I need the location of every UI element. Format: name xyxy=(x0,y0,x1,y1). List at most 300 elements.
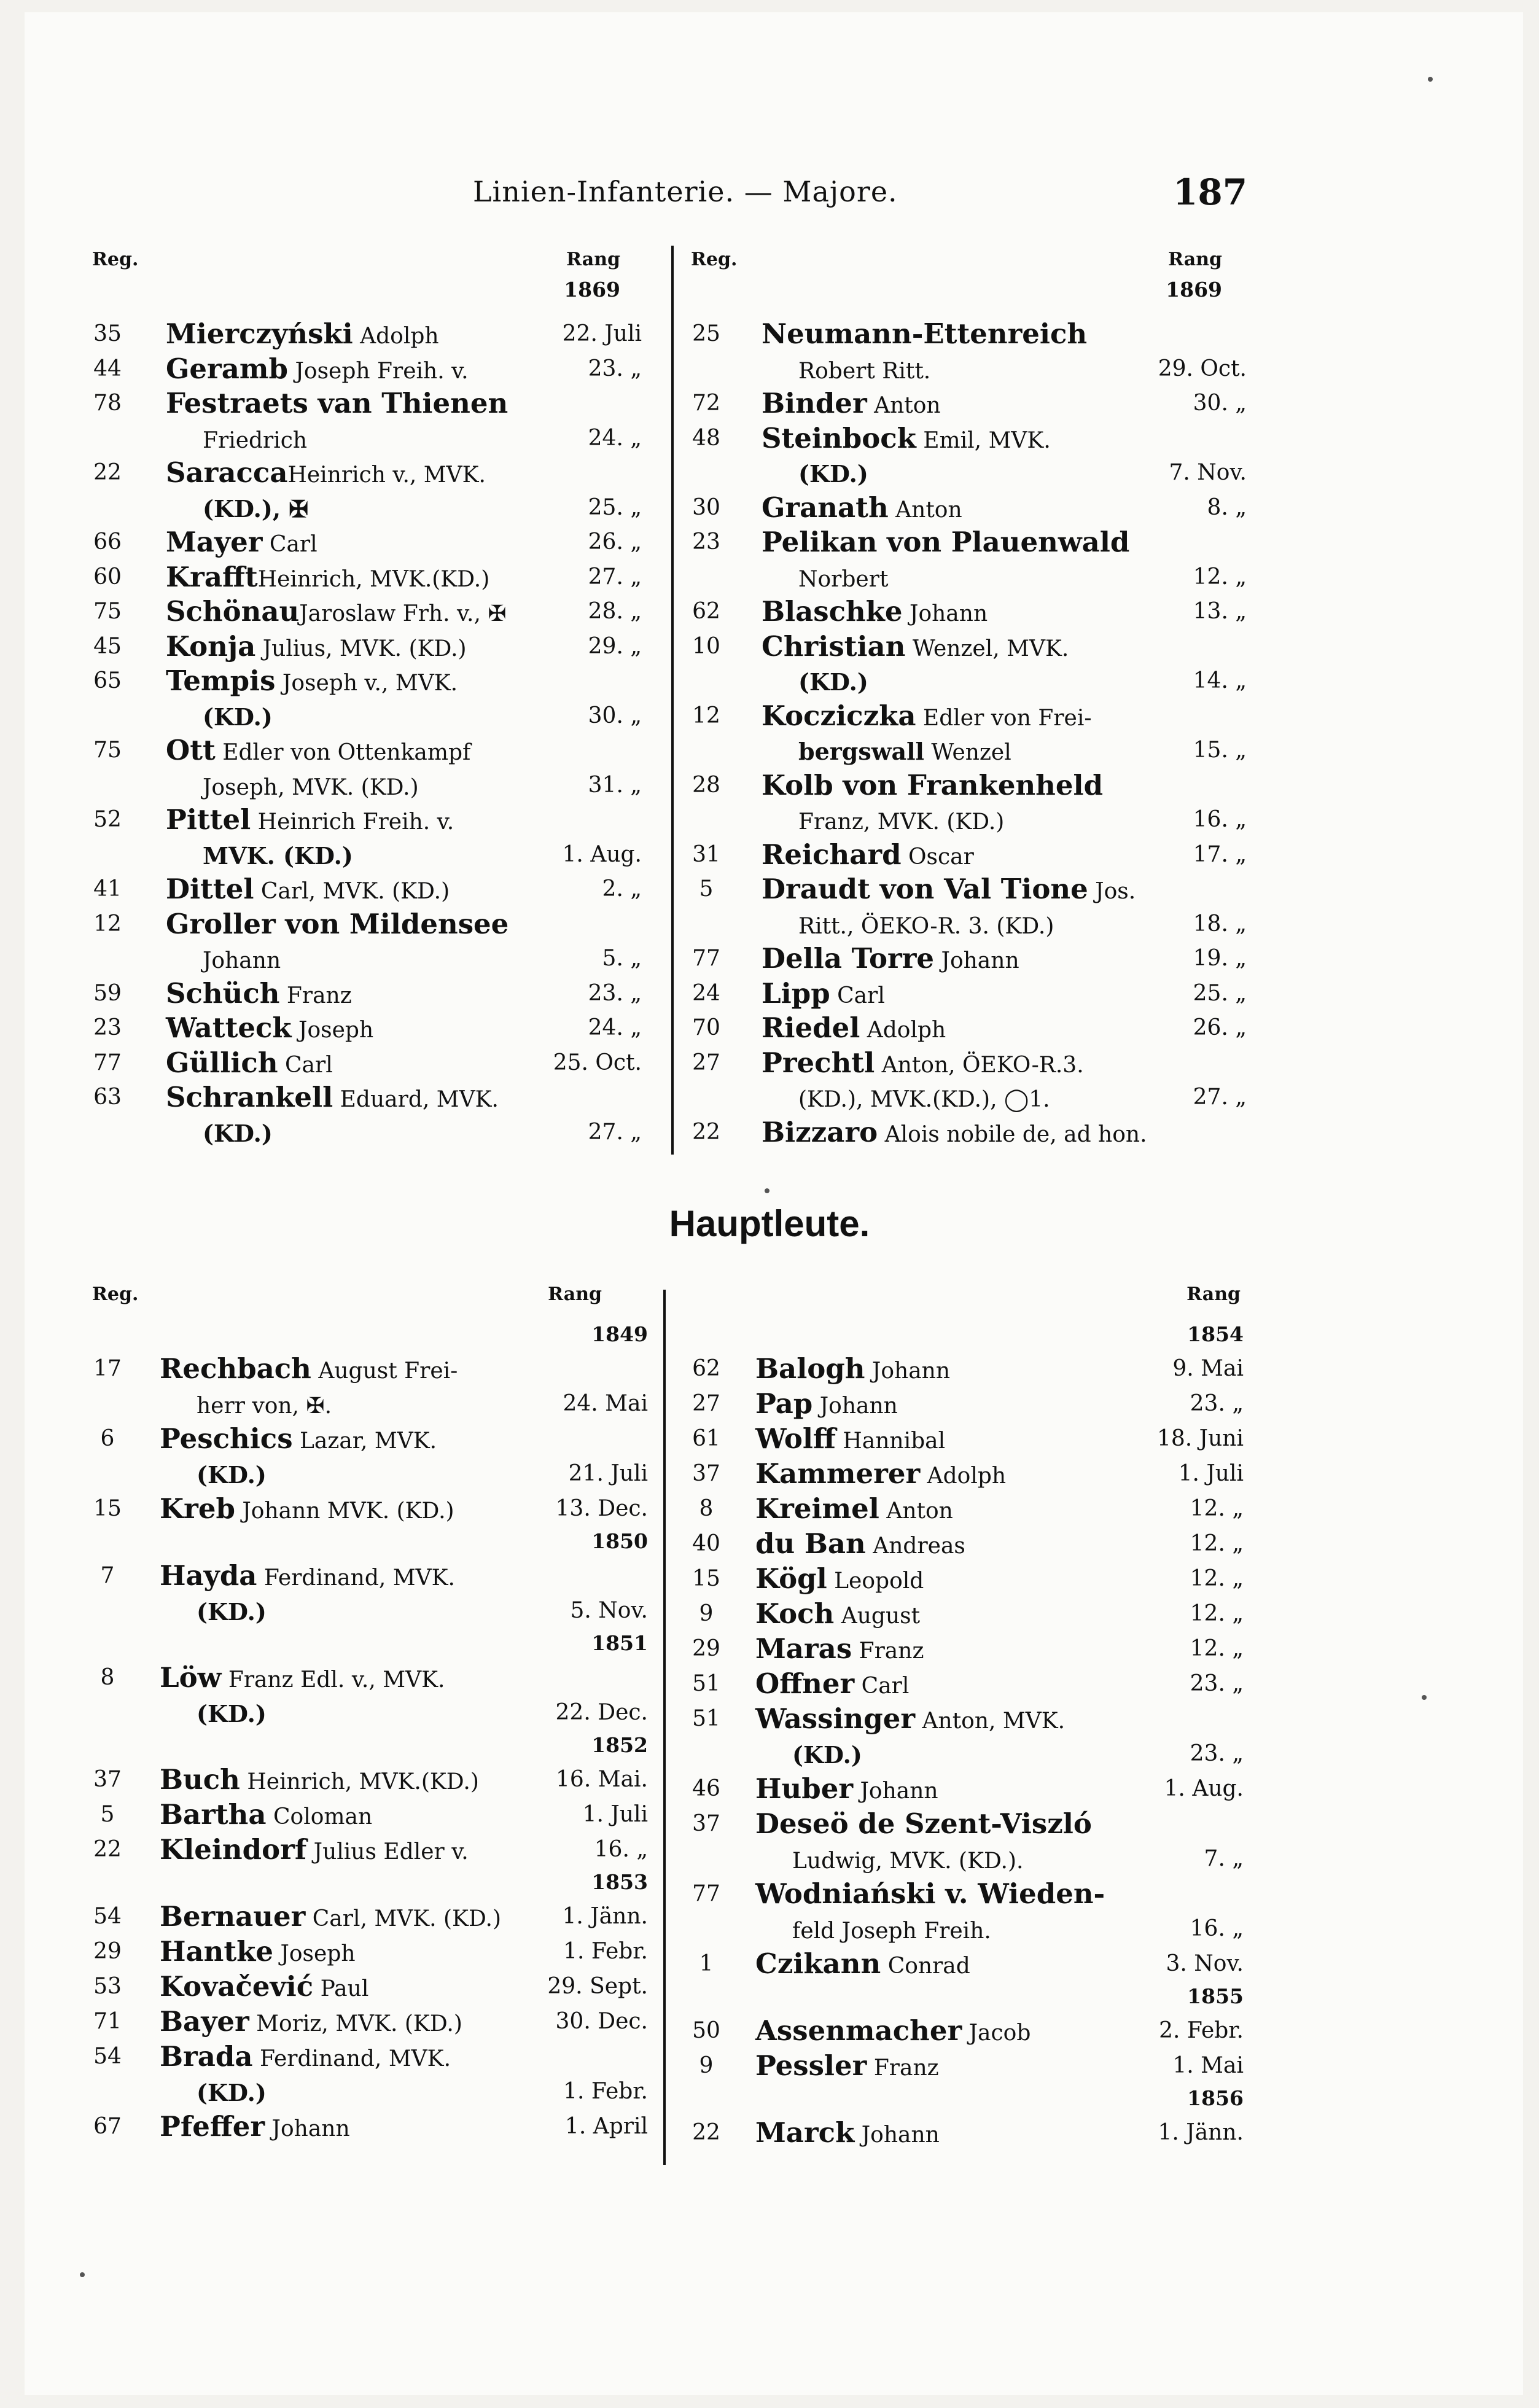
reg-number: 29 xyxy=(692,1636,720,1661)
officer-name xyxy=(197,1456,267,1494)
officer-name xyxy=(203,698,273,736)
officer-name xyxy=(160,1934,356,1972)
rank-date: 29. Sept. xyxy=(547,1974,648,1999)
reg-number: 7 xyxy=(100,1563,115,1588)
speck xyxy=(765,1188,770,1193)
given-name-detail: Coloman xyxy=(266,1804,373,1829)
rank-date: 27. „ xyxy=(588,1119,642,1145)
rank-date: 22. Dec. xyxy=(555,1700,648,1725)
officer-name xyxy=(755,1701,1065,1739)
officer-name xyxy=(166,733,470,771)
officer-name xyxy=(160,1421,437,1459)
list-row xyxy=(80,733,642,768)
majore-right-year: 1869 xyxy=(1166,278,1222,302)
reg-number: 75 xyxy=(93,738,122,763)
given-name-detail: Wenzel xyxy=(924,740,1011,765)
surname: (KD.) xyxy=(197,1700,267,1728)
officer-name xyxy=(755,1561,924,1599)
reg-number: 23 xyxy=(692,529,720,555)
rank-date: 1. Febr. xyxy=(563,1939,648,1964)
given-name-detail: Jacob xyxy=(962,2020,1031,2046)
surname: Wassinger xyxy=(755,1702,916,1735)
surname: Koch xyxy=(755,1597,835,1630)
officer-name xyxy=(203,490,308,528)
rank-date: 26. „ xyxy=(1193,1015,1247,1040)
rank-date: 12. „ xyxy=(1190,1636,1244,1661)
rank-date: 27. „ xyxy=(1193,1085,1247,1110)
given-name-detail: Ferdinand, MVK. xyxy=(252,2046,451,2071)
list-row xyxy=(80,663,642,699)
reg-number: 9 xyxy=(699,2053,714,2078)
surname: Watteck xyxy=(166,1011,292,1044)
rank-date: 16. „ xyxy=(1193,807,1247,832)
rank-date: 5. Nov. xyxy=(570,1598,648,1623)
rank-date: 7. „ xyxy=(1204,1846,1244,1871)
list-row xyxy=(679,663,1247,699)
list-row xyxy=(679,1596,1244,1632)
list-row xyxy=(80,455,642,491)
rank-date: 28. „ xyxy=(588,599,642,624)
rank-date: 1. Aug. xyxy=(562,841,642,867)
rank-date: 26. „ xyxy=(588,529,642,555)
rank-date: 1. Juli xyxy=(1178,1461,1244,1486)
rank-date: 23. „ xyxy=(1190,1391,1244,1416)
surname: du Ban xyxy=(755,1527,866,1560)
given-name-detail: Jos. xyxy=(1088,879,1136,904)
year-marker: 1850 xyxy=(591,1529,648,1553)
list-row xyxy=(679,629,1247,664)
list-row xyxy=(679,976,1247,1011)
officer-name xyxy=(798,733,1011,771)
rank-date: 1. Juli xyxy=(582,1802,648,1827)
surname: (KD.) xyxy=(792,1741,862,1769)
surname: Huber xyxy=(755,1772,854,1805)
speck xyxy=(1422,1695,1427,1700)
officer-name xyxy=(762,698,1092,736)
rank-date: 7. Nov. xyxy=(1169,460,1247,485)
officer-name xyxy=(166,1010,373,1048)
surname: MVK. (KD.) xyxy=(203,841,353,870)
hauptleute-left-reg-header: Reg. xyxy=(92,1284,139,1305)
list-row xyxy=(80,386,642,421)
officer-name xyxy=(166,1045,333,1083)
rank-date: 18. „ xyxy=(1193,911,1247,937)
officer-name xyxy=(798,559,888,598)
rank-date: 3. Nov. xyxy=(1166,1951,1244,1976)
surname: Kreb xyxy=(160,1492,235,1525)
reg-number: 53 xyxy=(93,1974,122,1999)
surname: Krafft xyxy=(166,560,258,593)
list-row xyxy=(80,490,642,526)
list-row xyxy=(679,733,1247,768)
surname: Rechbach xyxy=(160,1352,311,1385)
list-row xyxy=(679,941,1247,976)
list-row xyxy=(679,1491,1244,1527)
rank-date: 2. „ xyxy=(602,876,642,902)
reg-number: 78 xyxy=(93,391,122,416)
list-row xyxy=(679,1561,1244,1597)
reg-number: 51 xyxy=(692,1706,720,1731)
given-name-detail: Ritt., ÖEKO-R. 3. (KD.) xyxy=(798,913,1054,939)
reg-number: 77 xyxy=(692,1881,720,1906)
officer-name xyxy=(755,1456,1006,1494)
list-row xyxy=(80,559,642,595)
officer-name xyxy=(762,490,962,528)
surname: Christian xyxy=(762,629,906,663)
given-name-detail: Hannibal xyxy=(835,1428,946,1454)
officer-name xyxy=(755,1806,1092,1844)
reg-number: 37 xyxy=(692,1461,720,1486)
rank-date: 1. Jänn. xyxy=(562,1904,648,1929)
list-row xyxy=(80,837,642,873)
reg-number: 50 xyxy=(692,2018,720,2043)
reg-number: 62 xyxy=(692,1356,720,1381)
reg-number: 5 xyxy=(699,876,714,902)
reg-number: 28 xyxy=(692,772,720,798)
given-name-detail: Franz xyxy=(852,1638,924,1664)
officer-name xyxy=(160,1660,445,1698)
list-row xyxy=(80,1969,648,2005)
column-divider-2 xyxy=(663,1290,666,2165)
officer-name xyxy=(755,1946,970,1984)
given-name-detail: Carl xyxy=(830,983,885,1008)
reg-number: 75 xyxy=(93,599,122,624)
surname: Bizzaro xyxy=(762,1115,878,1148)
officer-name xyxy=(762,837,974,875)
reg-number: 22 xyxy=(93,460,122,485)
list-row xyxy=(80,594,642,629)
given-name-detail: Wenzel, MVK. xyxy=(905,636,1069,661)
list-row xyxy=(80,1010,642,1046)
given-name-detail: Johann xyxy=(853,1779,938,1804)
surname: Kolb von Frankenheld xyxy=(762,768,1104,801)
list-row xyxy=(679,490,1247,526)
surname: Della Torre xyxy=(762,942,935,975)
surname: Güllich xyxy=(166,1046,278,1079)
majore-left-reg-header: Reg. xyxy=(92,249,139,270)
surname: Kammerer xyxy=(755,1457,921,1490)
officer-name xyxy=(197,1695,267,1733)
officer-name xyxy=(166,386,508,424)
given-name-detail: Moriz, MVK. (KD.) xyxy=(249,2011,462,2036)
surname: Blaschke xyxy=(762,595,903,628)
surname: Wolff xyxy=(755,1422,836,1455)
given-name-detail: Adolph xyxy=(353,324,439,349)
list-row xyxy=(679,871,1247,907)
officer-name xyxy=(798,455,868,493)
given-name-detail: Anton xyxy=(867,393,941,418)
list-row xyxy=(80,1491,648,1527)
officer-name xyxy=(166,455,486,493)
given-name-detail: Carl, MVK. (KD.) xyxy=(254,879,450,904)
surname: Bernauer xyxy=(160,1900,306,1933)
reg-number: 71 xyxy=(93,2009,122,2034)
reg-number: 31 xyxy=(692,841,720,867)
rank-date: 29. „ xyxy=(588,633,642,659)
surname: Pap xyxy=(755,1387,813,1420)
year-marker: 1849 xyxy=(591,1322,648,1346)
list-row xyxy=(679,1631,1244,1667)
list-row xyxy=(80,421,642,456)
rank-date: 24. „ xyxy=(588,1015,642,1040)
list-row xyxy=(80,941,642,976)
rank-date: 15. „ xyxy=(1193,738,1247,763)
list-row xyxy=(679,1421,1244,1457)
list-row xyxy=(679,2048,1244,2084)
surname: Marck xyxy=(755,2116,855,2149)
list-row xyxy=(80,1558,648,1594)
surname: Riedel xyxy=(762,1011,860,1044)
officer-name xyxy=(798,1080,1050,1118)
given-name-detail: Franz, MVK. (KD.) xyxy=(798,809,1005,835)
reg-number: 22 xyxy=(692,2120,720,2145)
year-marker: 1856 xyxy=(1187,2086,1244,2110)
given-name-detail: Julius, MVK. (KD.) xyxy=(255,636,467,661)
surname: Kovačević xyxy=(160,1970,314,2003)
rank-date: 12. „ xyxy=(1190,1531,1244,1556)
rank-date: 17. „ xyxy=(1193,841,1247,867)
officer-name xyxy=(160,1832,469,1870)
reg-number: 41 xyxy=(93,876,122,902)
rank-date: 30. „ xyxy=(1193,391,1247,416)
given-name-detail: Heinrich Freih. v. xyxy=(251,809,454,835)
reg-number: 45 xyxy=(93,633,122,659)
given-name-detail: Carl, MVK. (KD.) xyxy=(305,1906,502,1931)
given-name-detail: Ludwig, MVK. (KD.). xyxy=(792,1849,1024,1874)
reg-number: 63 xyxy=(93,1085,122,1110)
reg-number: 66 xyxy=(93,529,122,555)
rank-date: 30. Dec. xyxy=(555,2009,648,2034)
page-title: Linien-Infanterie. — Majore. xyxy=(473,175,898,208)
officer-name xyxy=(203,837,353,875)
reg-number: 27 xyxy=(692,1391,720,1416)
list-row xyxy=(679,1806,1244,1842)
rank-date: 1. Aug. xyxy=(1164,1776,1244,1801)
surname: Assenmacher xyxy=(755,2014,962,2047)
officer-name xyxy=(762,871,1136,910)
given-name-detail: Johann xyxy=(865,1358,951,1384)
list-row xyxy=(679,351,1247,387)
given-name-detail: Johann xyxy=(203,948,281,973)
officer-name xyxy=(203,768,419,806)
given-name-detail: Emil, MVK. xyxy=(916,427,1051,453)
surname: Balogh xyxy=(755,1352,865,1385)
list-row xyxy=(80,1660,648,1696)
given-name-detail: Lazar, MVK. xyxy=(292,1428,437,1454)
reg-number: 54 xyxy=(93,1904,122,1929)
officer-name xyxy=(762,629,1069,667)
surname: Neumann-Ettenreich xyxy=(762,318,1088,350)
given-name-detail: Friedrich xyxy=(203,427,308,453)
given-name-detail: Johann xyxy=(902,601,988,626)
reg-number: 59 xyxy=(93,980,122,1006)
list-row xyxy=(80,1351,648,1387)
officer-name xyxy=(166,629,467,667)
surname: Ott xyxy=(166,734,216,766)
list-row xyxy=(679,421,1247,456)
hauptleute-left-rang-header: Rang xyxy=(548,1284,602,1305)
officer-name xyxy=(197,1593,267,1631)
given-name-detail: Johann xyxy=(934,948,1019,973)
rank-date: 23. „ xyxy=(1190,1671,1244,1696)
list-row xyxy=(80,1421,648,1457)
reg-number: 17 xyxy=(93,1356,122,1381)
officer-name xyxy=(197,1386,332,1424)
officer-name xyxy=(755,2013,1031,2051)
surname: (KD.) xyxy=(197,1461,267,1489)
surname: Tempis xyxy=(166,664,276,697)
list-row xyxy=(679,455,1247,491)
officer-name xyxy=(798,906,1054,945)
surname: Pfeffer xyxy=(160,2110,265,2143)
reg-number: 6 xyxy=(100,1426,115,1451)
rank-date: 18. Juni xyxy=(1156,1426,1244,1451)
given-name-detail: Joseph Freih. v. xyxy=(288,358,469,384)
surname: Deseö de Szent-Viszló xyxy=(755,1807,1092,1840)
running-head xyxy=(0,171,1539,213)
rank-date: 13. „ xyxy=(1193,599,1247,624)
surname: Lipp xyxy=(762,976,830,1010)
given-name-detail: Edler von Ottenkampf xyxy=(215,740,471,765)
given-name-detail: Robert Ritt. xyxy=(798,358,931,384)
given-name-detail: Anton, ÖEKO-R.3. xyxy=(875,1052,1084,1078)
list-row xyxy=(679,1701,1244,1737)
surname: Pessler xyxy=(755,2049,867,2082)
given-name-detail: Carl xyxy=(278,1052,333,1078)
surname: Schrankell xyxy=(166,1081,333,1113)
list-row xyxy=(80,2109,648,2145)
given-name-detail: herr von, ✠. xyxy=(197,1393,332,1419)
surname: Binder xyxy=(762,387,867,419)
list-row xyxy=(679,1736,1244,1772)
officer-name xyxy=(755,1491,953,1529)
given-name-detail: Anton, MVK. xyxy=(915,1709,1066,1734)
list-row xyxy=(80,1593,648,1629)
reg-number: 72 xyxy=(692,391,720,416)
reg-number: 12 xyxy=(93,911,122,937)
surname: Pelikan von Plauenwald xyxy=(762,526,1130,558)
list-row xyxy=(679,316,1247,352)
list-row xyxy=(679,1876,1244,1912)
speck xyxy=(80,2272,85,2277)
list-row xyxy=(679,1841,1244,1877)
list-row xyxy=(80,2004,648,2040)
officer-name xyxy=(798,802,1004,840)
given-name-detail: Oscar xyxy=(901,844,974,870)
rank-date: 1. Jänn. xyxy=(1158,2120,1244,2145)
list-row xyxy=(80,1386,648,1422)
list-row xyxy=(80,2039,648,2075)
rank-date: 19. „ xyxy=(1193,946,1247,971)
rank-date: 16. „ xyxy=(594,1837,648,1862)
officer-name xyxy=(762,1045,1084,1083)
given-name-detail: Joseph v., MVK. xyxy=(275,671,458,696)
officer-name xyxy=(755,2115,940,2153)
column-divider xyxy=(671,246,674,1155)
rank-date: 23. „ xyxy=(1190,1741,1244,1766)
given-name-detail: Anton xyxy=(879,1498,953,1524)
list-row xyxy=(80,1934,648,1970)
list-row xyxy=(80,1080,642,1115)
reg-number: 29 xyxy=(93,1939,122,1964)
rank-date: 25. „ xyxy=(1193,980,1247,1006)
reg-number: 1 xyxy=(699,1951,714,1976)
officer-name xyxy=(203,421,307,459)
reg-number: 37 xyxy=(93,1767,122,1792)
officer-name xyxy=(160,1491,454,1529)
officer-name xyxy=(798,663,868,701)
reg-number: 37 xyxy=(692,1811,720,1836)
officer-name xyxy=(755,1596,920,1634)
surname: (KD.) xyxy=(197,1598,267,1626)
officer-name xyxy=(762,524,1129,563)
rank-date: 21. Juli xyxy=(568,1461,648,1486)
list-row xyxy=(80,802,642,838)
officer-name xyxy=(755,1351,950,1389)
list-row xyxy=(80,871,642,907)
reg-number: 15 xyxy=(692,1566,720,1591)
list-row xyxy=(679,1351,1244,1387)
given-name-detail: Franz xyxy=(867,2055,939,2081)
surname: Brada xyxy=(160,2040,253,2073)
given-name-detail: Adolph xyxy=(920,1463,1007,1489)
surname: Steinbock xyxy=(762,421,916,454)
surname: Peschics xyxy=(160,1422,293,1455)
reg-number: 70 xyxy=(692,1015,720,1040)
surname: Kleindorf xyxy=(160,1833,307,1866)
rank-date: 27. „ xyxy=(588,564,642,590)
given-name-detail: Alois nobile de, ad hon. xyxy=(878,1121,1147,1147)
surname: Geramb xyxy=(166,352,289,385)
surname: (KD.) xyxy=(197,2079,267,2106)
list-row xyxy=(80,1797,648,1833)
given-name-detail: Julius Edler v. xyxy=(306,1839,469,1864)
given-name-detail: Joseph xyxy=(291,1018,374,1043)
given-name-detail: Johann xyxy=(854,2122,940,2148)
rank-date: 12. „ xyxy=(1190,1566,1244,1591)
rank-date: 9. Mai xyxy=(1172,1356,1244,1381)
reg-number: 12 xyxy=(692,703,720,728)
reg-number: 44 xyxy=(93,356,122,381)
list-row xyxy=(679,1045,1247,1081)
list-row xyxy=(679,802,1247,838)
officer-name xyxy=(166,524,318,563)
rank-date: 14. „ xyxy=(1193,668,1247,693)
list-row xyxy=(80,768,642,803)
officer-name xyxy=(762,594,988,632)
list-row xyxy=(679,1666,1244,1702)
officer-name xyxy=(203,941,281,979)
officer-name xyxy=(762,1115,1147,1153)
surname: Schüch xyxy=(166,976,280,1010)
rank-date: 16. Mai. xyxy=(556,1767,648,1792)
officer-name xyxy=(798,351,930,389)
given-name-detail: Joseph xyxy=(273,1941,356,1966)
officer-name xyxy=(755,1631,924,1669)
officer-name xyxy=(762,768,1103,806)
officer-name xyxy=(792,1736,862,1774)
given-name-detail: Heinrich, MVK.(KD.) xyxy=(240,1769,479,1794)
surname: Wodniański v. Wieden- xyxy=(755,1877,1105,1910)
list-row xyxy=(80,1695,648,1731)
list-row xyxy=(80,976,642,1011)
list-row xyxy=(80,1115,642,1150)
list-row xyxy=(679,1771,1244,1807)
rank-date: 13. Dec. xyxy=(555,1496,648,1521)
surname: Bayer xyxy=(160,2005,249,2038)
majore-right-reg-header: Reg. xyxy=(691,249,738,270)
list-row xyxy=(80,2074,648,2110)
